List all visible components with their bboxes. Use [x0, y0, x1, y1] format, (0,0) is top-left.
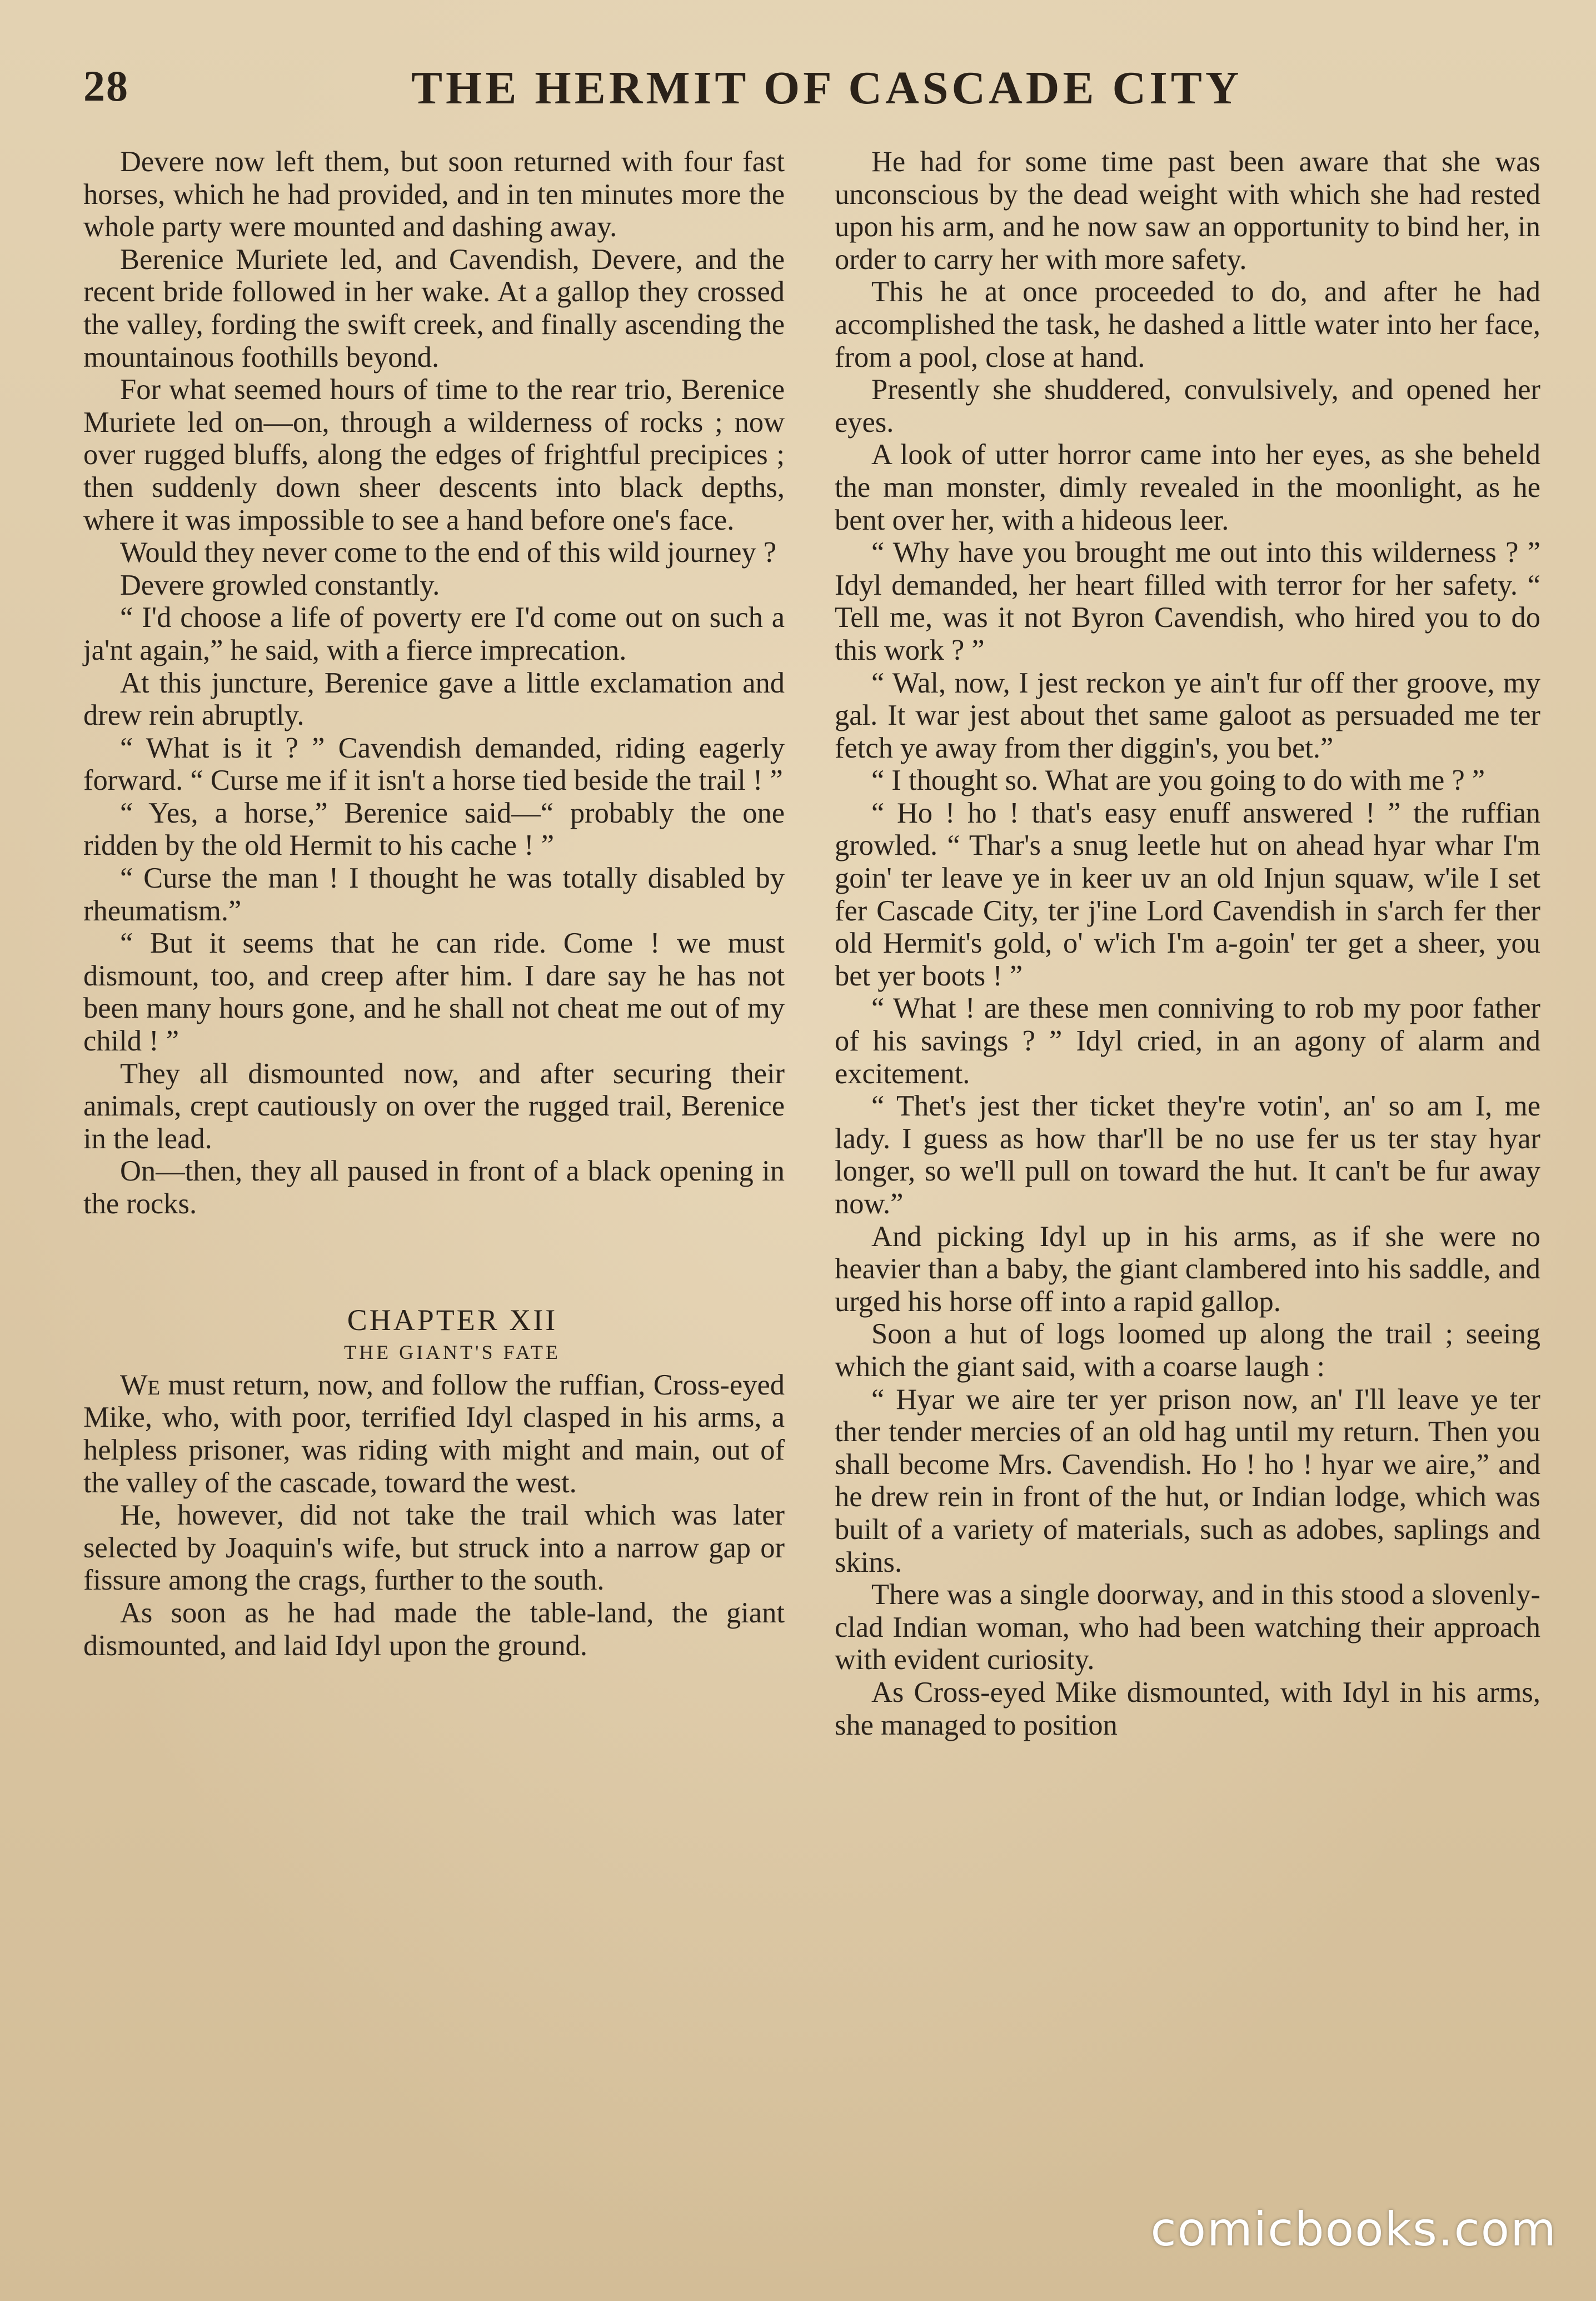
paragraph: He had for some time past been aware that she was unconscious by the dead weight with which she had rested upon his arm, and he now saw an opportunity to bind her, in order to carry her with more safety. — [835, 146, 1540, 276]
paragraph: He, however, did not take the trail which was later selected by Joaquin's wife, but struck into a narrow gap or fissure among the crags, further to the south. — [83, 1499, 785, 1597]
paragraph: “ What ! are these men conniving to rob my poor father of his savings ? ” Idyl cried, in an agony of alarm and excitement. — [835, 992, 1540, 1090]
paragraph: “ I'd choose a life of poverty ere I'd come out on such a ja'nt again,” he said, with a fierce imprecation. — [83, 601, 785, 666]
paragraph: “ Thet's jest ther ticket they're votin', an' so am I, me lady. I guess as how thar'll be no use fer us ter stay hyar longer, so we'll pull on toward the hut. It can't be fur away now.” — [835, 1090, 1540, 1220]
paragraph: For what seemed hours of time to the rear trio, Berenice Muriete led on—on, through a wilderness of rocks ; now over rugged bluffs, along the edges of frightful precipices ; then suddenly down sheer descents into black depths, where it was impossible to see a hand before one's face. — [83, 373, 785, 536]
page-number: 28 — [83, 62, 129, 110]
running-title: THE HERMIT OF CASCADE CITY — [411, 62, 1243, 114]
paragraph: “ Wal, now, I jest reckon ye ain't fur off ther groove, my gal. It war jest about thet same galoot as persuaded me ter fetch ye away from ther diggin's, you bet.” — [835, 666, 1540, 764]
left-column — [83, 146, 785, 1662]
opening-word: We — [120, 1368, 161, 1401]
paragraph: On—then, they all paused in front of a black opening in the rocks. — [83, 1155, 785, 1220]
right-column — [835, 146, 1540, 1741]
paragraph: There was a single doorway, and in this stood a slovenly-clad Indian woman, who had been watching their approach with evident curiosity. — [835, 1578, 1540, 1676]
paragraph: A look of utter horror came into her eyes, as she beheld the man monster, dimly revealed in the moonlight, as he bent over her, with a hideous leer. — [835, 439, 1540, 536]
chapter-heading: CHAPTER XII — [347, 1303, 558, 1337]
paragraph: Devere now left them, but soon returned with four fast horses, which he had provided, and in ten minutes more the whole party were mounted and dashing away. — [83, 146, 785, 243]
page-header — [83, 61, 1528, 128]
paragraph: Berenice Muriete led, and Cavendish, Devere, and the recent bride followed in her wake. At a gallop they crossed the valley, fording the swift creek, and finally ascending the mountainous foothills beyond. — [83, 243, 785, 373]
paragraph: They all dismounted now, and after securing their animals, crept cautiously on over the rugged trail, Berenice in the lead. — [83, 1057, 785, 1155]
paragraph: “ I thought so. What are you going to do with me ? ” — [871, 764, 1485, 797]
paragraph: This he at once proceeded to do, and after he had accomplished the task, he dashed a little water into her face, from a pool, close at hand. — [835, 276, 1540, 373]
paragraph: “ Why have you brought me out into this wilderness ? ” Idyl demanded, her heart filled with terror for her safety. “ Tell me, was it not Byron Cavendish, who hired you to do this work ? ” — [835, 536, 1540, 666]
chapter-opening-paragraph — [83, 1369, 785, 1499]
chapter-title-block — [83, 1304, 785, 1369]
paragraph: “ What is it ? ” Cavendish demanded, riding eagerly forward. “ Curse me if it isn't a horse tied beside the trail ! ” — [83, 731, 785, 797]
paragraph: “ Hyar we aire ter yer prison now, an' I'll leave ye ter ther tender mercies of an old hag until my return. Then you shall become Mrs. Cavendish. Ho ! ho ! hyar we aire,” and he drew rein in front of the hut, or Indian lodge, which was built of a variety of materials, such as adobes, saplings and skins. — [835, 1383, 1540, 1578]
opening-text: must return, now, and follow the ruffian, Cross-eyed Mike, who, with poor, terrified Idyl clasped in his arms, a helpless prisoner, was riding with might and main, out of the valley of the cascade, toward the west. — [83, 1368, 785, 1499]
paragraph: Soon a hut of logs loomed up along the trail ; seeing which the giant said, with a coarse laugh : — [835, 1318, 1540, 1383]
chapter-subtitle: THE GIANT'S FATE — [344, 1341, 561, 1364]
paragraph: Devere growled constantly. — [120, 569, 440, 601]
paragraph: As soon as he had made the table-land, the giant dismounted, and laid Idyl upon the ground. — [83, 1596, 785, 1662]
paragraph: “ Yes, a horse,” Berenice said—“ probably the one ridden by the old Hermit to his cache ! ” — [83, 796, 785, 862]
paragraph: As Cross-eyed Mike dismounted, with Idyl in his arms, she managed to position — [835, 1676, 1540, 1741]
paragraph: Presently she shuddered, convulsively, and opened her eyes. — [835, 373, 1540, 439]
paragraph: “ But it seems that he can ride. Come ! we must dismount, too, and creep after him. I dare say he has not been many hours gone, and he shall not cheat me out of my child ! ” — [83, 927, 785, 1058]
paragraph: At this juncture, Berenice gave a little exclamation and drew rein abruptly. — [83, 666, 785, 732]
paragraph: “ Ho ! ho ! that's easy enuff answered ! ” the ruffian growled. “ Thar's a snug leetle hut on ahead hyar whar I'm goin' ter leave ye in keer uv an old Injun squaw, w'ile I set fer Cascade City, ter j'ine Lord Cavendish in s'arch fer ther old Hermit's gold, o' w'ich I'm a-goin' ter get a sheer, you bet yer boots ! ” — [835, 796, 1540, 992]
paragraph: And picking Idyl up in his arms, as if she were no heavier than a baby, the giant clambered into his saddle, and urged his horse off into a rapid gallop. — [835, 1220, 1540, 1318]
paragraph: Would they never come to the end of this wild journey ? — [120, 536, 777, 569]
paragraph: “ Curse the man ! I thought he was totally disabled by rheumatism.” — [83, 862, 785, 927]
site-watermark: comicbooks.com — [1150, 2202, 1557, 2257]
